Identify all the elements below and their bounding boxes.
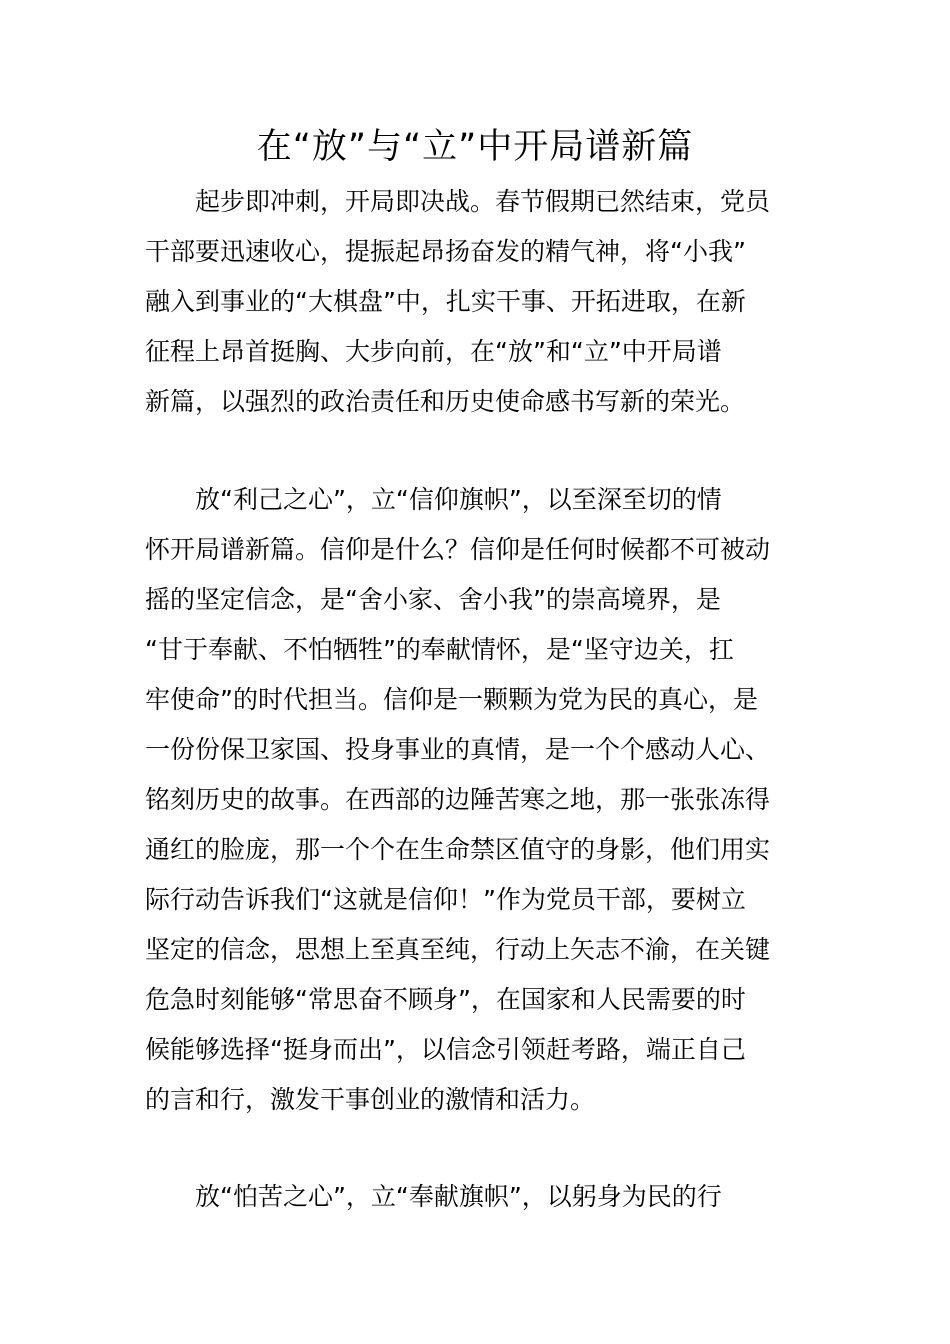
text-line: 融入到事业的“大棋盘”中，扎实干事、开拓进取，在新 bbox=[145, 287, 746, 316]
paragraph-1 bbox=[145, 177, 805, 427]
text-line: 摇的坚定信念，是“舍小家、舍小我”的崇高境界，是 bbox=[145, 585, 721, 614]
text-line: 候能够选择“挺身而出”，以信念引领赶考路，端正自己 bbox=[145, 1035, 746, 1064]
text-line: 放“怕苦之心”，立“奉献旗帜”，以躬身为民的行 bbox=[195, 1182, 722, 1211]
text-line: 牢使命”的时代担当。信仰是一颗颗为党为民的真心，是 bbox=[145, 685, 758, 714]
text-line: 危急时刻能够“常思奋不顾身”，在国家和人民需要的时 bbox=[145, 985, 746, 1014]
text-line: “甘于奉献、不怕牺牲”的奉献情怀，是“坚守边关，扛 bbox=[145, 635, 734, 664]
text-line: 的言和行，激发干事创业的激情和活力。 bbox=[145, 1085, 596, 1114]
text-line: 放“利己之心”，立“信仰旗帜”，以至深至切的情 bbox=[195, 485, 722, 514]
text-line: 坚定的信念，思想上至真至纯，行动上矢志不渝，在关键 bbox=[145, 935, 771, 964]
text-line: 新篇，以强烈的政治责任和历史使命感书写新的荣光。 bbox=[145, 387, 746, 416]
document-title: 在“放”与“立”中开局谱新篇 bbox=[256, 127, 694, 167]
text-line: 怀开局谱新篇。信仰是什么？信仰是任何时候都不可被动 bbox=[145, 535, 771, 564]
paragraph-3 bbox=[145, 1172, 805, 1222]
text-line: 铭刻历史的故事。在西部的边陲苦寒之地，那一张张冻得 bbox=[145, 785, 771, 814]
text-line: 通红的脸庞，那一个个在生命禁区值守的身影，他们用实 bbox=[145, 835, 771, 864]
text-line: 征程上昂首挺胸、大步向前，在“放”和“立”中开局谱 bbox=[145, 337, 722, 366]
text-line: 干部要迅速收心，提振起昂扬奋发的精气神，将“小我” bbox=[145, 237, 746, 266]
text-line: 际行动告诉我们“这就是信仰！”作为党员干部，要树立 bbox=[145, 885, 746, 914]
text-line: 一份份保卫家国、投身事业的真情，是一个个感动人心、 bbox=[145, 735, 771, 764]
text-line: 起步即冲刺，开局即决战。春节假期已然结束，党员 bbox=[195, 187, 771, 216]
paragraph-2 bbox=[145, 475, 805, 1125]
